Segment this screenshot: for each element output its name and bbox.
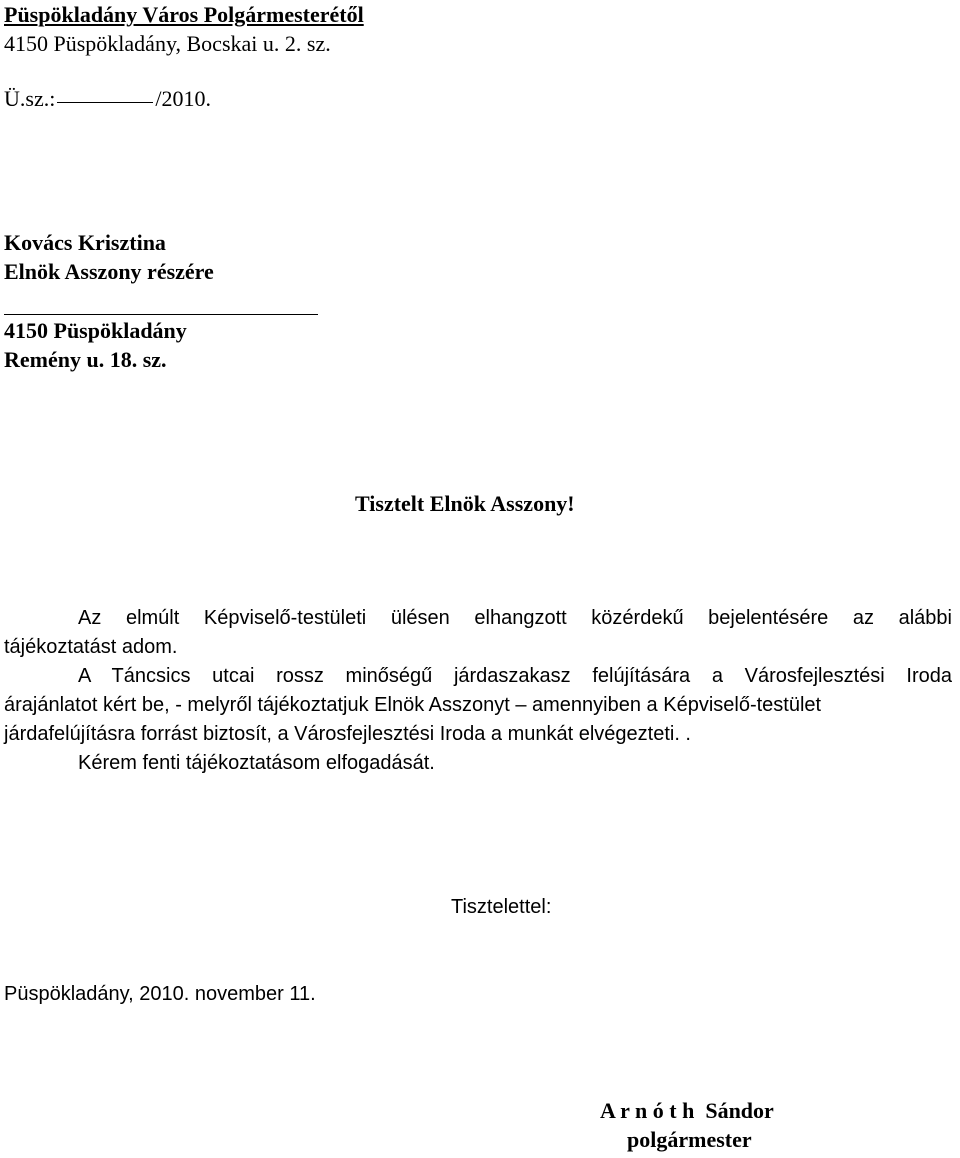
closing: Tisztelettel: bbox=[451, 896, 552, 918]
recipient-rule bbox=[4, 314, 318, 315]
signature-title: polgármester bbox=[627, 1127, 752, 1152]
sender-address: 4150 Püspökladány, Bocskai u. 2. sz. bbox=[4, 31, 331, 56]
reference-prefix: Ü.sz.: bbox=[4, 86, 56, 111]
sender-name: Püspökladány Város Polgármesterétől bbox=[4, 2, 364, 27]
date-place: Püspökladány, 2010. november 11. bbox=[4, 983, 316, 1005]
body-paragraph-2-line-2: árajánlatot kért be, - melyről tájékoztatjuk Elnök Asszonyt – amennyiben a Képviselő-testület bbox=[4, 694, 822, 716]
reference-number bbox=[4, 86, 211, 112]
body-paragraph-2-line-1: A Táncsics utcai rossz minőségű járdaszakasz felújítására a Városfejlesztési Iroda bbox=[78, 665, 952, 687]
body-paragraph-2-line-3: járdafelújításra forrást biztosít, a Városfejlesztési Iroda a munkát elvégezteti. . bbox=[4, 723, 691, 745]
signature-name: A r n ó t h Sándor bbox=[600, 1098, 774, 1123]
recipient-name: Kovács Krisztina bbox=[4, 230, 166, 255]
recipient-city: 4150 Püspökladány bbox=[4, 318, 187, 343]
recipient-title: Elnök Asszony részére bbox=[4, 259, 214, 284]
recipient-street: Remény u. 18. sz. bbox=[4, 347, 167, 372]
reference-blank bbox=[57, 102, 153, 103]
salutation: Tisztelt Elnök Asszony! bbox=[355, 491, 575, 516]
body-paragraph-3: Kérem fenti tájékoztatásom elfogadását. bbox=[78, 752, 435, 774]
body-paragraph-1-line-1: Az elmúlt Képviselő-testületi ülésen elhangzott közérdekű bejelentésére az alábbi bbox=[78, 607, 952, 629]
reference-suffix: /2010. bbox=[155, 86, 211, 111]
body-paragraph-1-line-2: tájékoztatást adom. bbox=[4, 636, 178, 658]
